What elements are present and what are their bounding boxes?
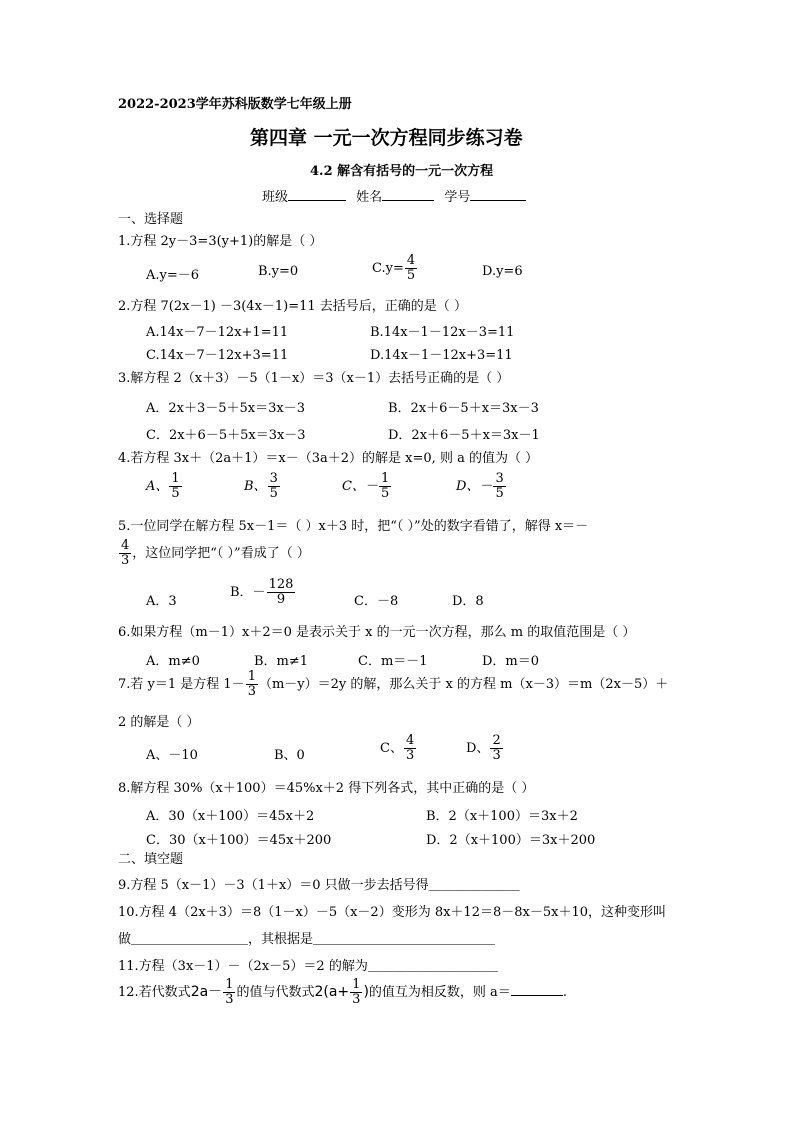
q6-stem: 6.如果方程（m－1）x＋2＝0 是表示关于 x 的一元一次方程，那么 m 的取值范围是（ ） bbox=[118, 625, 636, 640]
q5-b-label: B．－ bbox=[230, 585, 266, 600]
q12-end: . bbox=[562, 985, 567, 1000]
q7-d-label: D、 bbox=[466, 741, 490, 756]
q8-stem: 8.解方程 30%（x＋100）＝45%x＋2 得下列各式，其中正确的是（ ） bbox=[118, 781, 535, 796]
q12-answer-blank[interactable] bbox=[511, 995, 563, 996]
q3-stem: 3.解方程 2（x＋3）－5（1－x）＝3（x－1）去括号正确的是（ ） bbox=[118, 371, 510, 386]
q5-b-fraction bbox=[267, 578, 296, 607]
q1-c-num: 4 bbox=[406, 253, 416, 268]
q12-expr2-close: ) bbox=[363, 984, 369, 1000]
student-info-line bbox=[262, 190, 526, 206]
q5-option-c[interactable]: C．－8 bbox=[354, 594, 399, 609]
number-label: 学号 bbox=[444, 190, 471, 205]
q1-stem: 1.方程 2y－3=3(y+1)的解是（ ） bbox=[118, 234, 323, 249]
section1-title: 一、选择题 bbox=[118, 212, 184, 227]
q6-option-a[interactable]: A．m≠0 bbox=[146, 654, 200, 669]
q12-mid: 的值与代数式 bbox=[236, 985, 315, 1000]
q2-option-b[interactable]: B.14x－1－12x－3=11 bbox=[370, 325, 515, 340]
q12-line bbox=[118, 978, 567, 1007]
q5-option-d[interactable]: D．8 bbox=[452, 594, 484, 609]
q12-f2-den: 3 bbox=[352, 992, 361, 1007]
q3-option-c[interactable]: C．2x＋6－5＋5x＝3x－3 bbox=[146, 428, 306, 443]
q7-option-d[interactable] bbox=[466, 734, 504, 763]
q5-line1: 5.一位同学在解方程 5x－1＝（ ）x＋3 时，把“（ ）”处的数字看错了，解得 x＝－ bbox=[118, 519, 589, 534]
q12-expr1: 2a－ bbox=[190, 984, 223, 1000]
chapter-title: 第四章 一元一次方程同步练习卷 bbox=[250, 127, 523, 149]
name-label: 姓名 bbox=[356, 190, 383, 205]
q5-line2 bbox=[118, 539, 310, 568]
q4-b-label: B、 bbox=[244, 479, 267, 494]
section2-title: 二、填空题 bbox=[118, 852, 184, 867]
q8-option-c[interactable]: C．30（x＋100）＝45x＋200 bbox=[146, 833, 332, 848]
q4-d-den: 5 bbox=[495, 486, 504, 501]
q6-option-b[interactable]: B．m≠1 bbox=[254, 654, 309, 669]
q8-option-a[interactable]: A．30（x＋100）＝45x＋2 bbox=[146, 809, 315, 824]
q4-stem: 4.若方程 3x＋（2a＋1）＝x－（3a＋2）的解是 x=0, 则 a 的值为（ ） bbox=[118, 451, 539, 466]
q1-option-c[interactable] bbox=[372, 254, 418, 283]
q6-option-c[interactable]: C．m＝－1 bbox=[358, 654, 428, 669]
q4-a-fraction bbox=[169, 472, 181, 501]
q7-c-label: C、 bbox=[380, 741, 403, 756]
q10-line2[interactable]: 做＿＿＿＿＿＿＿＿＿，其根据是＿＿＿＿＿＿＿＿＿＿＿＿＿＿ bbox=[118, 932, 496, 947]
q12-f2-num: 1 bbox=[352, 977, 361, 992]
q5-b-den: 9 bbox=[276, 592, 286, 607]
q2-stem: 2.方程 7(2x－1) －3(4x－1)=11 去括号后，正确的是（ ） bbox=[118, 299, 467, 314]
q8-option-b[interactable]: B．2（x＋100）＝3x＋2 bbox=[426, 809, 578, 824]
q4-b-fraction bbox=[268, 472, 280, 501]
q7-f-den: 3 bbox=[247, 684, 256, 699]
q5-fraction bbox=[119, 539, 131, 568]
q4-c-den: 5 bbox=[380, 486, 390, 501]
q4-b-den: 5 bbox=[269, 486, 278, 501]
q12-pre: 12.若代数式 bbox=[118, 985, 191, 1000]
class-label: 班级 bbox=[262, 190, 289, 205]
q12-frac1 bbox=[223, 978, 235, 1007]
q9-stem[interactable]: 9.方程 5（x－1）－3（1＋x）＝0 只做一步去括号得＿＿＿＿＿＿＿ bbox=[118, 878, 520, 893]
q7-post: （m－y）＝2y 的解，那么关于 x 的方程 m（x－3）＝m（2x－5）＋ bbox=[258, 677, 669, 692]
q2-option-a[interactable]: A.14x－7－12x+1=11 bbox=[146, 325, 289, 340]
q7-d-den: 3 bbox=[492, 748, 501, 763]
q4-c-label: C、－ bbox=[342, 479, 378, 494]
q12-f1-num: 1 bbox=[225, 977, 234, 992]
q7-c-fraction bbox=[404, 734, 416, 763]
q5-f-den: 3 bbox=[121, 553, 130, 568]
q12-post: 的值互为相反数，则 a＝ bbox=[368, 985, 511, 1000]
class-blank[interactable] bbox=[288, 200, 346, 201]
q1-option-a[interactable]: A.y=－6 bbox=[146, 268, 200, 283]
q2-option-d[interactable]: D.14x－1－12x+3=11 bbox=[370, 348, 513, 363]
q1-c-fraction bbox=[405, 254, 417, 283]
q3-option-a[interactable]: A．2x＋3－5＋5x＝3x－3 bbox=[146, 401, 306, 416]
q7-c-num: 4 bbox=[405, 733, 415, 748]
q1-c-den: 5 bbox=[406, 268, 416, 283]
q4-d-fraction bbox=[493, 472, 505, 501]
q7-option-c[interactable] bbox=[380, 734, 417, 763]
name-blank[interactable] bbox=[382, 200, 434, 201]
q7-line1 bbox=[118, 670, 668, 699]
q4-option-b[interactable] bbox=[244, 472, 281, 501]
q4-c-fraction bbox=[379, 472, 391, 501]
q4-a-label: A、 bbox=[146, 479, 169, 494]
q4-a-den: 5 bbox=[171, 486, 180, 501]
q5-option-b[interactable] bbox=[230, 578, 296, 607]
q2-option-c[interactable]: C.14x－7－12x+3=11 bbox=[146, 348, 289, 363]
q5-line2-text: ，这位同学把“（ ）”看成了（ ） bbox=[132, 546, 310, 561]
q4-a-num: 1 bbox=[171, 471, 180, 486]
q12-f1-den: 3 bbox=[225, 992, 234, 1007]
q11-stem[interactable]: 11.方程（3x－1）－（2x－5）＝2 的解为＿＿＿＿＿＿＿＿＿＿ bbox=[118, 959, 498, 974]
q4-option-c[interactable] bbox=[342, 472, 392, 501]
q1-option-b[interactable]: B.y=0 bbox=[258, 264, 299, 279]
q6-option-d[interactable]: D．m＝0 bbox=[482, 654, 540, 669]
q4-option-d[interactable] bbox=[456, 472, 507, 501]
q5-b-num: 128 bbox=[268, 577, 294, 592]
q10-line1: 10.方程 4（2x＋3）＝8（1－x）－5（x－2）变形为 8x＋12＝8－8x－5x＋10，这种变形叫 bbox=[118, 905, 666, 920]
section-title: 4.2 解含有括号的一元一次方程 bbox=[310, 164, 494, 179]
q7-fraction bbox=[246, 670, 258, 699]
q7-option-a[interactable]: A、－10 bbox=[146, 748, 198, 763]
q7-f-num: 1 bbox=[247, 669, 256, 684]
q7-line2: 2 的解是（ ） bbox=[118, 715, 200, 730]
q5-f-num: 4 bbox=[121, 538, 130, 553]
q4-d-label: D、－ bbox=[456, 479, 493, 494]
q4-d-num: 3 bbox=[495, 471, 504, 486]
q12-expr2: 2(a+ bbox=[314, 984, 350, 1000]
q12-frac2 bbox=[350, 978, 362, 1007]
q1-option-d[interactable]: D.y=6 bbox=[482, 264, 523, 279]
q7-option-b[interactable]: B、0 bbox=[274, 748, 305, 763]
q4-b-num: 3 bbox=[269, 471, 278, 486]
q7-c-den: 3 bbox=[405, 748, 415, 763]
q7-pre: 7.若 y＝1 是方程 1－ bbox=[118, 677, 245, 692]
number-blank[interactable] bbox=[470, 200, 526, 201]
q4-c-num: 1 bbox=[380, 471, 390, 486]
q3-option-b[interactable]: B．2x＋6－5＋x＝3x－3 bbox=[388, 401, 539, 416]
q4-option-a[interactable] bbox=[146, 472, 183, 501]
q8-option-d[interactable]: D．2（x＋100）＝3x＋200 bbox=[426, 833, 596, 848]
series-title: 2022-2023学年苏科版数学七年级上册 bbox=[118, 97, 352, 112]
q3-option-d[interactable]: D．2x＋6－5＋x＝3x－1 bbox=[388, 428, 540, 443]
q1-c-label: C.y= bbox=[372, 261, 404, 276]
q7-d-fraction bbox=[490, 734, 502, 763]
q5-option-a[interactable]: A．3 bbox=[146, 594, 177, 609]
q7-d-num: 2 bbox=[492, 733, 501, 748]
